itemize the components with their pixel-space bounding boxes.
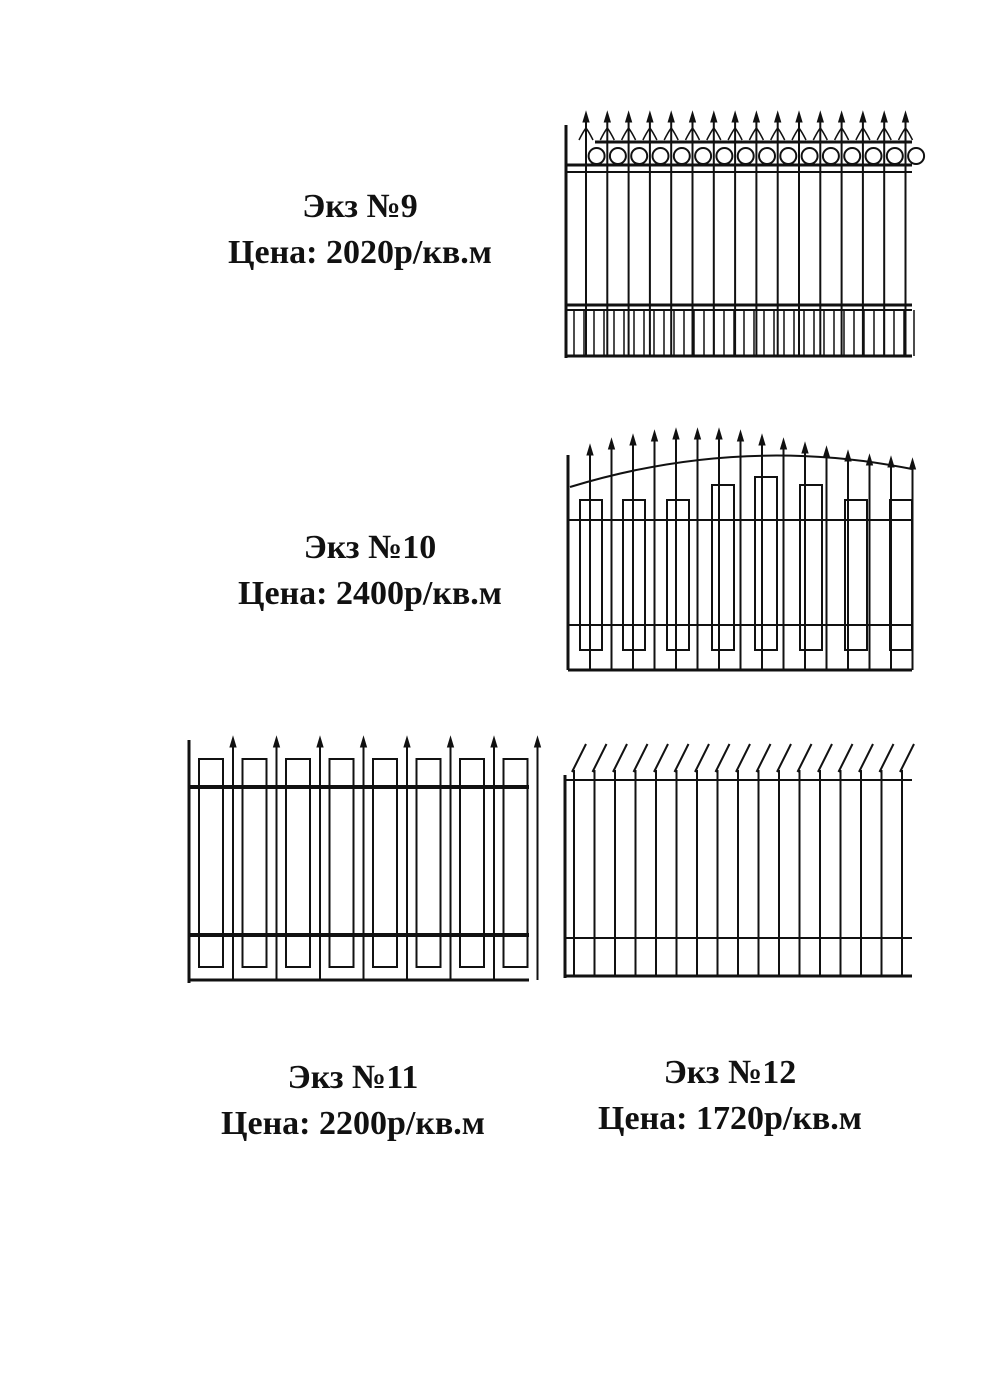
spear-top bbox=[802, 443, 808, 453]
slanted-spike bbox=[572, 744, 586, 772]
spear-top bbox=[587, 445, 593, 455]
slanted-spike bbox=[675, 744, 689, 772]
spear-top bbox=[604, 112, 610, 122]
spear-top bbox=[716, 429, 722, 439]
spear-top bbox=[753, 112, 759, 122]
spear-top bbox=[817, 112, 823, 122]
ring-ornament bbox=[823, 148, 839, 164]
spear-top bbox=[274, 737, 280, 747]
spear-top bbox=[867, 455, 873, 465]
slanted-spike bbox=[716, 744, 730, 772]
item-10-label bbox=[200, 525, 540, 617]
item-9-price: Цена: 2020р/кв.м bbox=[228, 234, 492, 271]
ring-ornament bbox=[589, 148, 605, 164]
spear-top bbox=[317, 737, 323, 747]
spear-top bbox=[781, 439, 787, 449]
spear-top bbox=[230, 737, 236, 747]
slanted-spike bbox=[736, 744, 750, 772]
ring-ornament bbox=[695, 148, 711, 164]
item-9-label bbox=[190, 184, 530, 276]
ring-ornament bbox=[631, 148, 647, 164]
ring-ornament bbox=[674, 148, 690, 164]
spear-top bbox=[695, 429, 701, 439]
slanted-spike bbox=[900, 744, 914, 772]
spear-top bbox=[711, 112, 717, 122]
ring-ornament bbox=[802, 148, 818, 164]
spear-top bbox=[903, 112, 909, 122]
spear-top bbox=[732, 112, 738, 122]
spear-top bbox=[759, 435, 765, 445]
spear-top bbox=[491, 737, 497, 747]
item-11-price: Цена: 2200р/кв.м bbox=[221, 1105, 485, 1142]
spear-top bbox=[888, 457, 894, 467]
rect-panel bbox=[667, 500, 689, 650]
item-9-title: Экз №9 bbox=[302, 188, 418, 225]
ring-ornament bbox=[780, 148, 796, 164]
item-12-price: Цена: 1720р/кв.м bbox=[598, 1100, 862, 1137]
ring-ornament bbox=[738, 148, 754, 164]
fence-11-drawing bbox=[185, 735, 535, 990]
spear-top bbox=[796, 112, 802, 122]
spear-top bbox=[775, 112, 781, 122]
slanted-spike bbox=[777, 744, 791, 772]
ring-ornament bbox=[759, 148, 775, 164]
slanted-spike bbox=[634, 744, 648, 772]
spear-top bbox=[535, 737, 541, 747]
ring-ornament bbox=[887, 148, 903, 164]
item-12-label bbox=[560, 1050, 900, 1142]
ring-ornament bbox=[653, 148, 669, 164]
item-11-label bbox=[183, 1055, 523, 1147]
spear-top bbox=[673, 429, 679, 439]
ring-ornament bbox=[908, 148, 924, 164]
slanted-spike bbox=[695, 744, 709, 772]
spear-top bbox=[839, 112, 845, 122]
spear-top bbox=[845, 451, 851, 461]
slanted-spike bbox=[859, 744, 873, 772]
ring-ornament bbox=[716, 148, 732, 164]
slanted-spike bbox=[818, 744, 832, 772]
item-11-title: Экз №11 bbox=[287, 1059, 419, 1096]
spear-top bbox=[690, 112, 696, 122]
item-10-title: Экз №10 bbox=[303, 529, 437, 566]
spear-top bbox=[630, 435, 636, 445]
item-10-price: Цена: 2400р/кв.м bbox=[238, 575, 502, 612]
spear-top bbox=[626, 112, 632, 122]
slanted-spike bbox=[654, 744, 668, 772]
fence-12-drawing bbox=[560, 740, 920, 985]
fence-9-drawing bbox=[560, 110, 920, 365]
spear-top bbox=[647, 112, 653, 122]
spear-top bbox=[583, 112, 589, 122]
spear-top bbox=[448, 737, 454, 747]
spear-top bbox=[361, 737, 367, 747]
spear-top bbox=[860, 112, 866, 122]
spear-top bbox=[910, 459, 916, 469]
spear-top bbox=[738, 431, 744, 441]
spear-top bbox=[609, 439, 615, 449]
slanted-spike bbox=[880, 744, 894, 772]
slanted-spike bbox=[839, 744, 853, 772]
slanted-spike bbox=[757, 744, 771, 772]
spear-top bbox=[404, 737, 410, 747]
item-12-title: Экз №12 bbox=[663, 1054, 797, 1091]
slanted-spike bbox=[613, 744, 627, 772]
spear-top bbox=[668, 112, 674, 122]
ring-ornament bbox=[610, 148, 626, 164]
ring-ornament bbox=[844, 148, 860, 164]
spear-top bbox=[824, 447, 830, 457]
rect-panel bbox=[890, 500, 912, 650]
slanted-spike bbox=[593, 744, 607, 772]
slanted-spike bbox=[798, 744, 812, 772]
fence-10-drawing bbox=[560, 425, 920, 680]
spear-top bbox=[881, 112, 887, 122]
spear-top bbox=[652, 431, 658, 441]
ring-ornament bbox=[866, 148, 882, 164]
